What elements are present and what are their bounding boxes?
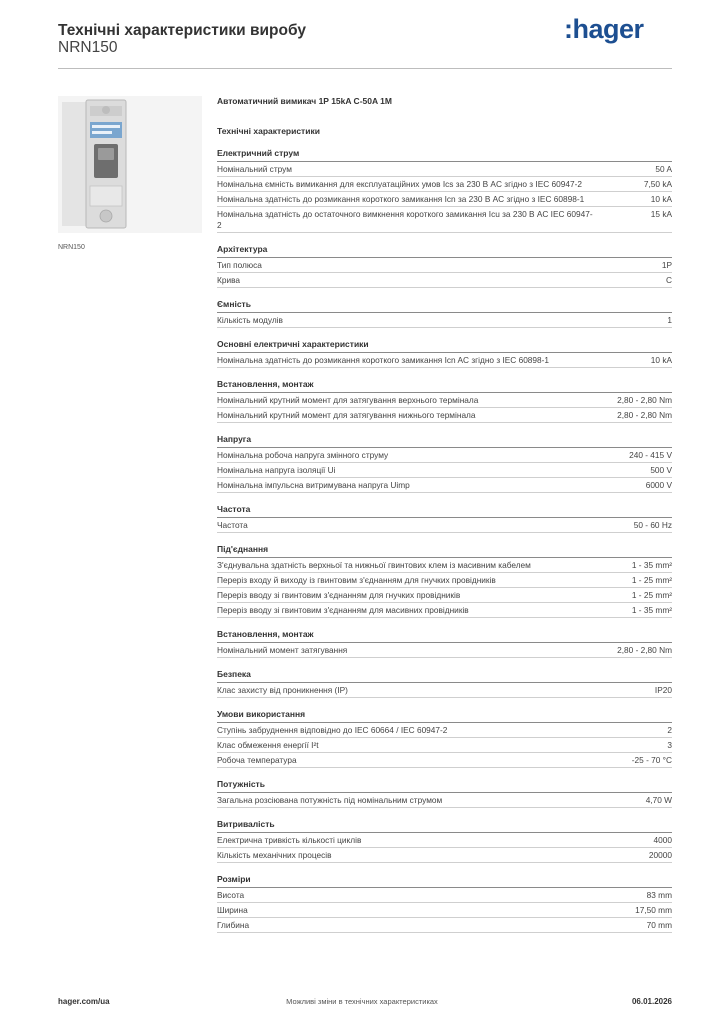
- spec-row: [217, 192, 672, 207]
- spec-label: Клас обмеження енергії I²t: [217, 740, 319, 750]
- spec-label: Номінальна ємність вимикання для експлуатаційних умов Ics за 230 В AC згідно з IEC 60947-2: [217, 179, 582, 189]
- spec-value: 2,80 - 2,80 Nm: [617, 645, 672, 655]
- spec-value: C: [666, 275, 672, 285]
- spec-value: 70 mm: [646, 920, 672, 930]
- spec-label: Глибина: [217, 920, 250, 930]
- spec-value: 10 kA: [650, 355, 672, 365]
- section-title: Безпека: [217, 669, 672, 683]
- spec-label: Номінальна напруга ізоляції Ui: [217, 465, 336, 475]
- spec-row: [217, 643, 672, 658]
- section-title: Встановлення, монтаж: [217, 379, 672, 393]
- image-caption: NRN150: [58, 244, 85, 251]
- spec-row: [217, 558, 672, 573]
- spec-value: 2: [667, 725, 672, 735]
- section-title: Витривалість: [217, 819, 672, 833]
- spec-row: [217, 518, 672, 533]
- spec-label: Частота: [217, 520, 248, 530]
- spec-label: З'єднувальна здатність верхньої та нижньої гвинтових клем із масивним кабелем: [217, 560, 531, 570]
- product-image: [58, 96, 202, 233]
- spec-label: Переріз вводу зі гвинтовим з'єднанням для гнучких провідників: [217, 590, 461, 600]
- spec-label: Номінальна здатність до розмикання короткого замикання Icn AC згідно з IEC 60898-1: [217, 355, 550, 365]
- spec-label: Робоча температура: [217, 755, 297, 765]
- spec-row: [217, 353, 672, 368]
- spec-value: 1 - 35 mm²: [631, 560, 672, 570]
- spec-row: [217, 683, 672, 698]
- spec-label: Номінальний крутний момент для затягування верхнього термінала: [217, 395, 479, 405]
- section-title: Електричний струм: [217, 148, 672, 162]
- spec-row: [217, 408, 672, 423]
- spec-label: Номінальна робоча напруга змінного струму: [217, 450, 389, 460]
- spec-row: [217, 738, 672, 753]
- footer-website: hager.com/ua: [58, 997, 110, 1006]
- spec-row: [217, 918, 672, 933]
- spec-label: Тип полюса: [217, 260, 262, 270]
- spec-row: [217, 463, 672, 478]
- spec-label: Ширина: [217, 905, 248, 915]
- spec-value: 240 - 415 V: [629, 450, 672, 460]
- spec-row: [217, 723, 672, 738]
- spec-value: 1 - 25 mm²: [631, 590, 672, 600]
- spec-row: [217, 588, 672, 603]
- spec-label: Кількість механічних процесів: [217, 850, 332, 860]
- section-title: Під'єднання: [217, 544, 672, 558]
- section-title: Ємність: [217, 299, 672, 313]
- spec-value: 500 V: [650, 465, 672, 475]
- header-divider: [58, 68, 672, 69]
- spec-row: [217, 793, 672, 808]
- spec-value: 2,80 - 2,80 Nm: [617, 395, 672, 405]
- spec-row: [217, 478, 672, 493]
- spec-label: Номінальна здатність до остаточного вимкнення короткого замикання Icu за 230 В AC IEC 60947-2: [217, 209, 593, 230]
- spec-label: Номінальний крутний момент для затягування нижнього термінала: [217, 410, 476, 420]
- spec-value: 1P: [661, 260, 672, 270]
- spec-heading: Технічні характеристики: [217, 126, 320, 136]
- spec-value: 6000 V: [645, 480, 672, 490]
- spec-row: [217, 888, 672, 903]
- section-title: Встановлення, монтаж: [217, 629, 672, 643]
- spec-row: [217, 903, 672, 918]
- section-title: Розміри: [217, 874, 672, 888]
- spec-content: [217, 96, 672, 933]
- spec-row: [217, 848, 672, 863]
- spec-value: 4000: [653, 835, 672, 845]
- hager-logo: :hager: [564, 14, 644, 44]
- product-title: Автоматичний вимикач 1P 15kA C-50A 1M: [217, 96, 392, 106]
- spec-label: Електрична тривкість кількості циклів: [217, 835, 362, 845]
- spec-label: Переріз входу й виходу із гвинтовим з'єднанням для гнучких провідників: [217, 575, 496, 585]
- spec-row: [217, 393, 672, 408]
- section-title: Частота: [217, 504, 672, 518]
- spec-row: [217, 313, 672, 328]
- spec-row: [217, 258, 672, 273]
- spec-value: -25 - 70 °C: [631, 755, 672, 765]
- circuit-breaker-illustration: [58, 96, 202, 233]
- spec-value: 1: [667, 315, 672, 325]
- section-title: Умови використання: [217, 709, 672, 723]
- spec-value: 10 kA: [650, 194, 672, 204]
- spec-row: [217, 177, 672, 192]
- section-title: Напруга: [217, 434, 672, 448]
- footer-disclaimer: Можливі зміни в технічних характеристиках: [286, 997, 438, 1006]
- spec-value: 83 mm: [646, 890, 672, 900]
- spec-value: 50 - 60 Hz: [633, 520, 672, 530]
- spec-row: [217, 162, 672, 177]
- spec-value: 50 A: [655, 164, 672, 174]
- section-title: Основні електричні характеристики: [217, 339, 672, 353]
- spec-sections: [217, 148, 672, 933]
- spec-label: Висота: [217, 890, 245, 900]
- product-code: NRN150: [58, 39, 118, 56]
- spec-row: [217, 603, 672, 618]
- spec-label: Ступінь забруднення відповідно до IEC 60664 / IEC 60947-2: [217, 725, 448, 735]
- spec-value: 15 kA: [650, 209, 672, 219]
- spec-row: [217, 833, 672, 848]
- spec-value: 4,70 W: [645, 795, 672, 805]
- spec-value: 17,50 mm: [635, 905, 672, 915]
- spec-row: [217, 573, 672, 588]
- spec-row: [217, 273, 672, 288]
- spec-value: IP20: [654, 685, 672, 695]
- spec-row: [217, 448, 672, 463]
- spec-label: Номінальний момент затягування: [217, 645, 348, 655]
- footer-date: 06.01.2026: [631, 997, 672, 1006]
- section-title: Потужність: [217, 779, 672, 793]
- spec-label: Номінальна здатність до розмикання короткого замикання Icn за 230 В AC згідно з IEC 60898-1: [217, 194, 585, 204]
- spec-row: [217, 753, 672, 768]
- spec-label: Крива: [217, 275, 241, 285]
- spec-value: 20000: [648, 850, 672, 860]
- page-title: Технічні характеристики виробу: [58, 22, 306, 39]
- spec-label: Кількість модулів: [217, 315, 283, 325]
- spec-label: Клас захисту від проникнення (IP): [217, 685, 348, 695]
- spec-value: 1 - 25 mm²: [631, 575, 672, 585]
- spec-label: Загальна розсіювана потужність під номінальним струмом: [217, 795, 443, 805]
- spec-value: 3: [667, 740, 672, 750]
- spec-value: 1 - 35 mm²: [631, 605, 672, 615]
- spec-label: Номінальна імпульсна витримувана напруга Uimp: [217, 480, 410, 490]
- section-title: Архітектура: [217, 244, 672, 258]
- spec-value: 7,50 kA: [643, 179, 672, 189]
- spec-value: 2,80 - 2,80 Nm: [617, 410, 672, 420]
- spec-row: [217, 207, 672, 233]
- spec-label: Номінальний струм: [217, 164, 292, 174]
- spec-label: Переріз вводу зі гвинтовим з'єднанням для масивних провідників: [217, 605, 469, 615]
